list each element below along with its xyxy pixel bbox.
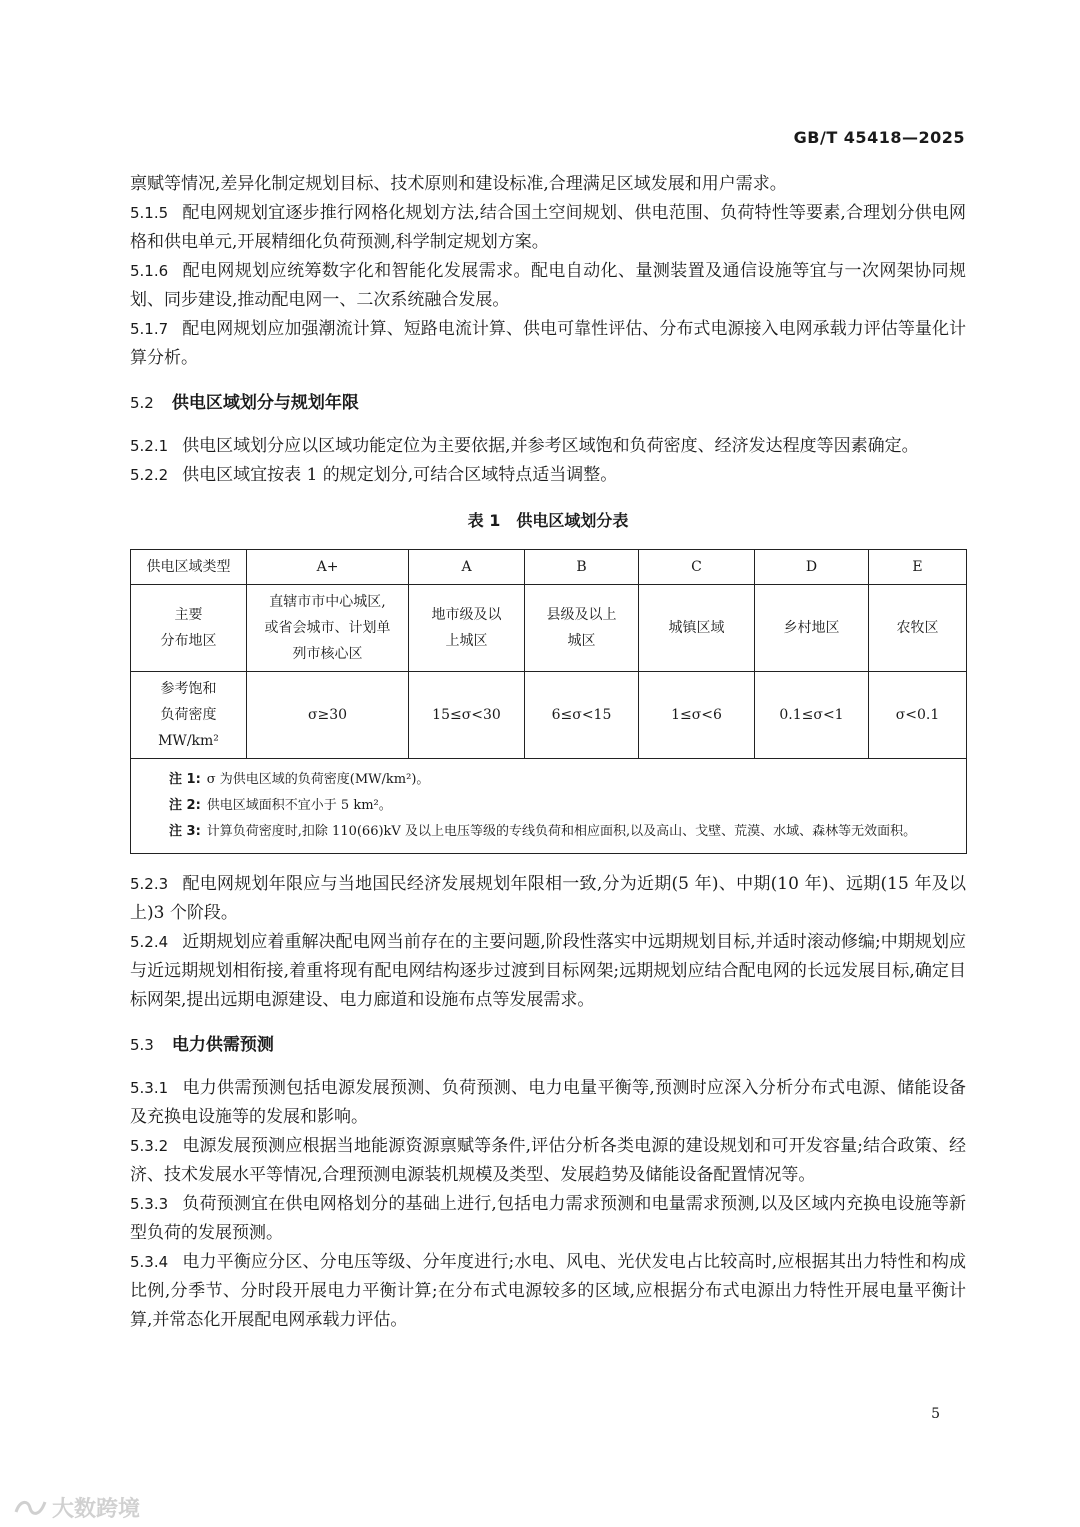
clause-text: 配电网规划宜逐步推行网格化规划方法,结合国土空间规划、供电范围、负荷特性等要素,合理划分供电网格和供电单元,开展精细化负荷预测,科学制定规划方案。	[130, 203, 966, 252]
clause-number: 5.3.1	[130, 1079, 169, 1097]
note-text: 计算负荷密度时,扣除 110(66)kV 及以上电压等级的专线负荷和相应面积,以及高山、戈壁、荒漠、水域、森林等无效面积。	[206, 824, 917, 839]
clause-number: 5.1.6	[130, 262, 169, 280]
clause-5-3-2	[130, 1132, 966, 1190]
clause-5-2-2	[130, 461, 966, 490]
clause-text: 近期规划应着重解决配电网当前存在的主要问题,阶段性落实中远期规划目标,并适时滚动修编;中期规划应与近远期规划相衔接,着重将现有配电网结构逐步过渡到目标网架;远期规划应结合配电网的长远发展目标,确定目标网架,提出远期电源建设、电力廊道和设施布点等发展需求。	[130, 932, 966, 1010]
section-number: 5.3	[130, 1036, 154, 1054]
watermark	[14, 1492, 140, 1524]
clause-5-2-1	[130, 432, 966, 461]
watermark-logo-icon	[14, 1496, 48, 1524]
clause-5-1-6	[130, 257, 966, 315]
clause-5-3-3	[130, 1190, 966, 1248]
table-cell: 乡村地区	[755, 585, 869, 672]
section-heading-5-3	[130, 1031, 966, 1060]
table-cell: 县级及以上 城区	[525, 585, 639, 672]
supply-zone-table	[130, 549, 967, 854]
table-cell: 主要 分布地区	[131, 585, 247, 672]
clause-text: 配电网规划年限应与当地国民经济发展规划年限相一致,分为近期(5 年)、中期(10 年)、远期(15 年及以上)3 个阶段。	[130, 874, 966, 923]
section-title: 供电区域划分与规划年限	[171, 393, 359, 413]
header-cell: B	[525, 550, 639, 585]
watermark-text: 大数跨境	[52, 1497, 141, 1522]
table-cell: 城镇区域	[639, 585, 755, 672]
section-heading-5-2	[130, 389, 966, 418]
header-cell: E	[869, 550, 967, 585]
standard-code: GB/T 45418—2025	[793, 128, 965, 147]
table-cell: σ<0.1	[869, 672, 967, 759]
clause-5-1-5	[130, 199, 966, 257]
table-caption	[130, 508, 966, 531]
clause-text: 负荷预测宜在供电网格划分的基础上进行,包括电力需求预测和电量需求预测,以及区域内充换电设施等新型负荷的发展预测。	[130, 1194, 966, 1243]
clause-5-3-4	[130, 1248, 966, 1335]
table-cell: 参考饱和 负荷密度 MW/km²	[131, 672, 247, 759]
clause-5-2-4	[130, 928, 966, 1015]
table-note	[169, 767, 954, 793]
header-cell: D	[755, 550, 869, 585]
clause-text: 配电网规划应加强潮流计算、短路电流计算、供电可靠性评估、分布式电源接入电网承载力评估等量化计算分析。	[130, 319, 966, 368]
table-header-row	[131, 550, 967, 585]
table-cell: 地市级及以 上城区	[409, 585, 525, 672]
header-cell: C	[639, 550, 755, 585]
clause-text: 配电网规划应统筹数字化和智能化发展需求。配电自动化、量测装置及通信设施等宜与一次网架协同规划、同步建设,推动配电网一、二次系统融合发展。	[130, 261, 966, 310]
clause-number: 5.1.7	[130, 320, 169, 338]
table-cell: σ≥30	[247, 672, 409, 759]
paragraph-continued: 禀赋等情况,差异化制定规划目标、技术原则和建设标准,合理满足区域发展和用户需求。	[130, 174, 787, 194]
clause-text: 电源发展预测应根据当地能源资源禀赋等条件,评估分析各类电源的建设规划和可开发容量;结合政策、经济、技术发展水平等情况,合理预测电源装机规模及类型、发展趋势及储能设备配置情况等。	[130, 1136, 966, 1185]
clause-number: 5.2.2	[130, 466, 169, 484]
note-label: 注 3:	[169, 824, 201, 839]
header-cell: A	[409, 550, 525, 585]
table-cell: 1≤σ<6	[639, 672, 755, 759]
table-row-density	[131, 672, 967, 759]
table-notes-row	[131, 759, 967, 854]
clause-text: 电力平衡应分区、分电压等级、分年度进行;水电、风电、光伏发电占比较高时,应根据其出力特性和构成比例,分季节、分时段开展电力平衡计算;在分布式电源较多的区域,应根据分布式电源出力特性开展电量平衡计算,并常态化开展配电网承载力评估。	[130, 1252, 966, 1330]
clause-number: 5.2.4	[130, 933, 169, 951]
clause-number: 5.3.3	[130, 1195, 169, 1213]
table-number: 表 1	[467, 511, 501, 530]
clause-number: 5.1.5	[130, 204, 169, 222]
clause-5-2-3	[130, 870, 966, 928]
clause-number: 5.3.2	[130, 1137, 169, 1155]
clause-text: 电力供需预测包括电源发展预测、负荷预测、电力电量平衡等,预测时应深入分析分布式电源、储能设备及充换电设施等的发展和影响。	[130, 1078, 966, 1127]
section-number: 5.2	[130, 394, 154, 412]
clause-text: 供电区域宜按表 1 的规定划分,可结合区域特点适当调整。	[182, 465, 618, 485]
note-text: 供电区域面积不宜小于 5 km²。	[206, 798, 392, 813]
table-cell: 0.1≤σ<1	[755, 672, 869, 759]
table-cell: 6≤σ<15	[525, 672, 639, 759]
clause-number: 5.2.1	[130, 437, 169, 455]
clause-number: 5.3.4	[130, 1253, 169, 1271]
note-label: 注 2:	[169, 798, 201, 813]
header-cell: 供电区域类型	[131, 550, 247, 585]
clause-number: 5.2.3	[130, 875, 169, 893]
document-body	[130, 170, 966, 1335]
note-label: 注 1:	[169, 772, 201, 787]
table-title: 供电区域划分表	[516, 511, 629, 530]
clause-5-3-1	[130, 1074, 966, 1132]
clause-text: 供电区域划分应以区域功能定位为主要依据,并参考区域饱和负荷密度、经济发达程度等因素确定。	[182, 436, 919, 456]
table-cell: 农牧区	[869, 585, 967, 672]
clause-5-1-7	[130, 315, 966, 373]
table-note	[169, 793, 954, 819]
table-note	[169, 819, 954, 845]
page-number: 5	[931, 1406, 940, 1422]
header-cell: A+	[247, 550, 409, 585]
note-text: σ 为供电区域的负荷密度(MW/km²)。	[206, 772, 430, 787]
table-row-area	[131, 585, 967, 672]
table-notes	[131, 759, 967, 854]
section-title: 电力供需预测	[171, 1035, 274, 1055]
table-cell: 直辖市市中心城区, 或省会城市、计划单 列市核心区	[247, 585, 409, 672]
table-cell: 15≤σ<30	[409, 672, 525, 759]
